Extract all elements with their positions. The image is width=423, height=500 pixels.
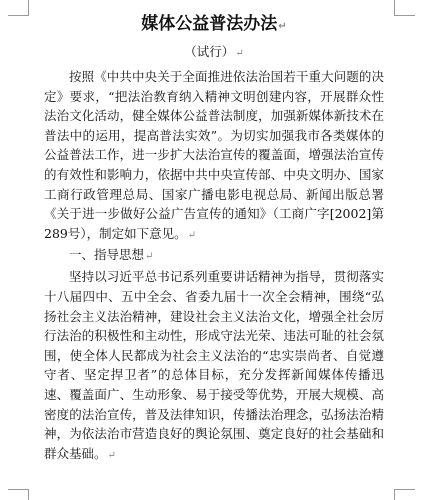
crop-mark-top-right [394,0,415,16]
intro-paragraph-text: 按照《中共中央关于全面推进依法治国若干重大问题的决定》要求，“把法治教育纳入精神文明创建内容，开展群众性法治文化活动，健全媒体公益普法制度，加强新媒体新技术在普法中的运用，提高普法实效”。为切实加强我市各类媒体的公益普法工作，进一步扩大法治宣传的覆盖面，增强法治宣传的有效性和影响力，依据中共中央宣传部、中央文明办、国家工商行政管理总局、国家广播电影电视总局、新闻出版总署《关于进一步做好公益广告宣传的通知》（工商广字[2002]第289号），制定如下意见。 [44,69,384,241]
paragraph-mark: ↵ [145,251,154,263]
paragraph-mark: ↵ [187,229,196,241]
section-paragraph [44,267,384,465]
document-title-text: 媒体公益普法办法 [141,14,278,34]
section-paragraph-text: 坚持以习近平总书记系列重要讲话精神为指导，贯彻落实十八届四中、五中全会、省委九届十一次全会精神，围绕“弘扬社会主义法治精神，建设社会主义法治文化，增强全社会厉行法治的积极性和主动性，形成守法光荣、违法可耻的社会氛围，使全体人民都成为社会主义法治的“忠实崇尚者、自觉遵守者、坚定捍卫者”的总体目标，充分发挥新闻媒体传播迅速、覆盖面广、生动形象、易于接受等优势，开展大规模、高密度的法治宣传，普及法律知识，传播法治理念，弘扬法治精神，为依法治市营造良好的舆论氛围、奠定良好的社会基础和群众基础。 [44,269,384,461]
paragraph-mark: ↵ [107,449,116,461]
crop-mark-top-left [8,0,29,16]
paragraph-mark: ↵ [278,21,287,32]
document-subtitle [44,41,384,65]
crop-mark-bottom-left [8,489,29,500]
document-body[interactable] [44,12,384,465]
section-heading [44,245,384,267]
section-heading-text: 一、指导思想 [69,247,145,263]
crop-mark-bottom-right [394,489,415,500]
paragraph-mark: ↵ [235,48,244,59]
document-subtitle-text: （试行） [184,44,235,59]
intro-paragraph [44,67,384,245]
document-title [44,12,384,39]
